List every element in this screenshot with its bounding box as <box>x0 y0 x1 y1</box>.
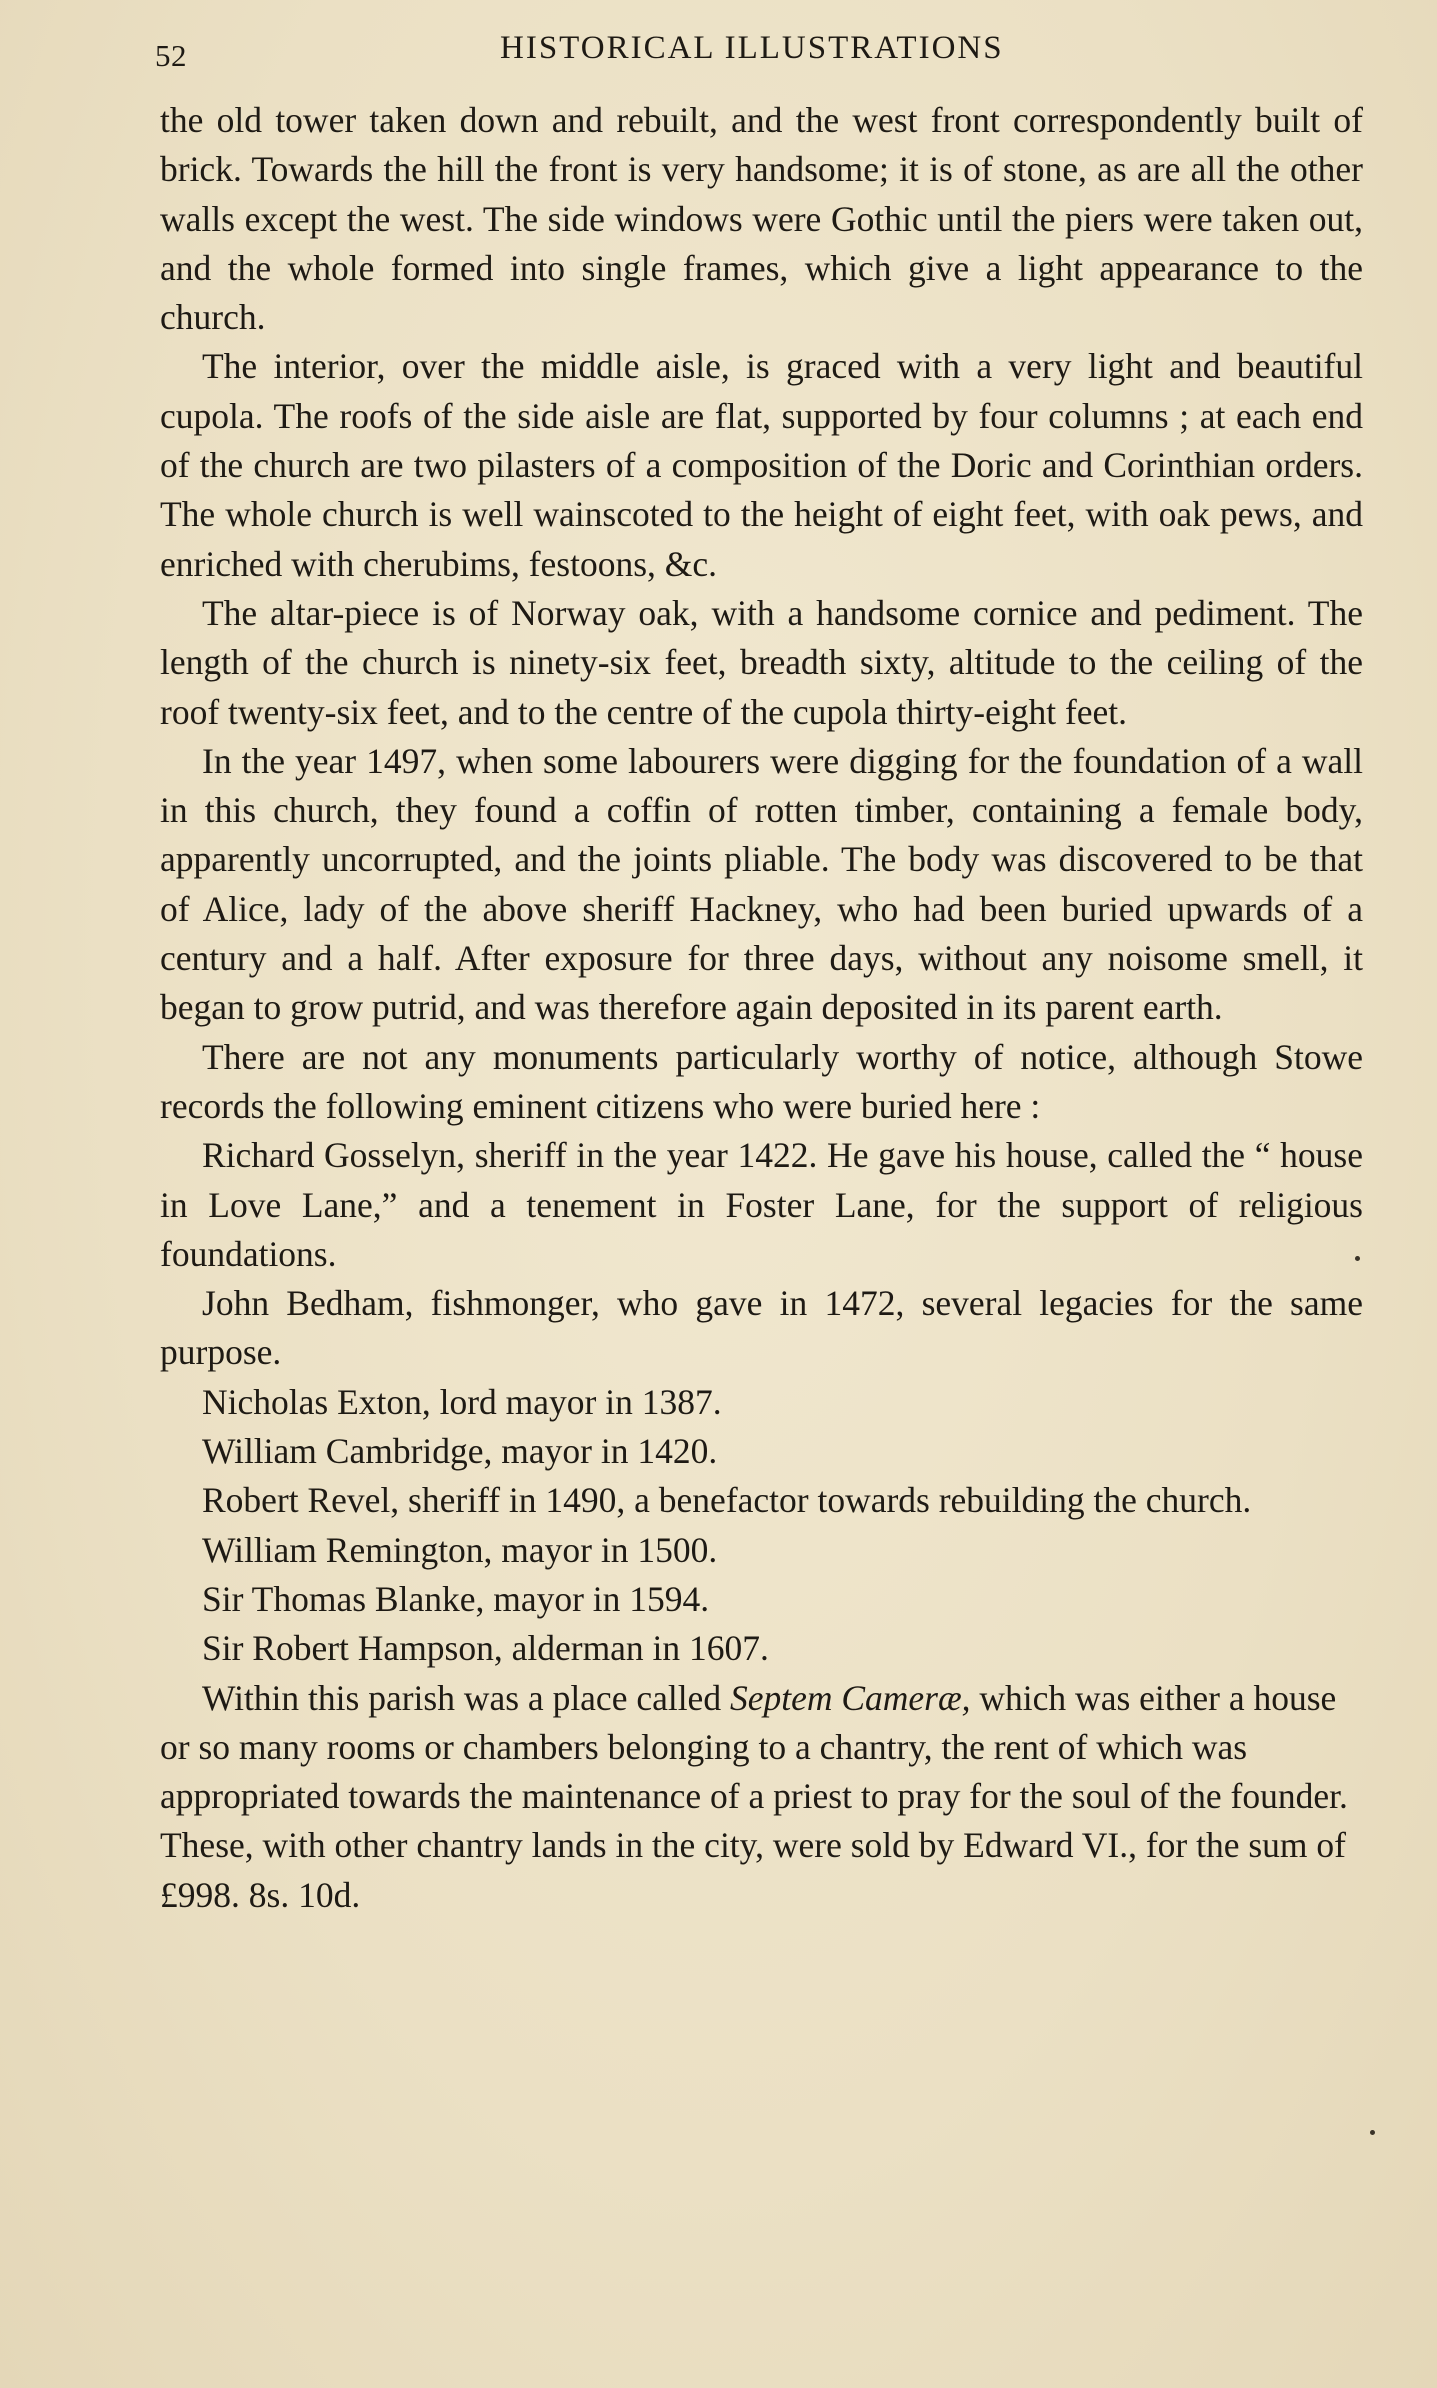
page-number: 52 <box>155 38 187 73</box>
paragraph-continued: the old tower taken down and rebuilt, and the west front correspondently built of brick. Towards the hill the front is very handsome; it is of stone, as are all the other walls except the west. The side windows were Gothic until the piers were taken out, and the whole formed into single frames, which give a light appearance to the church. <box>160 100 1363 338</box>
paragraph-john-bedham: John Bedham, fishmonger, who gave in 1472, several legacies for the same purpose. <box>160 1283 1363 1373</box>
paragraph-coffin-1497: In the year 1497, when some labourers were digging for the foundation of a wall in this church, they found a coffin of rotten timber, containing a female body, apparently uncorrupted, and the joints pliable. The body was discovered to be that of Alice, lady of the above sheriff Hackney, who had been buried upwards of a century and a half. After exposure for three days, without any noisome smell, it began to grow putrid, and was therefore again deposited in its parent earth. <box>160 740 1363 1028</box>
paragraph-septem-camerae <box>160 1674 1363 1920</box>
paragraph-thomas-blanke: Sir Thomas Blanke, mayor in 1594. <box>202 1578 710 1619</box>
page-header <box>155 30 1355 80</box>
paragraph-william-remington: William Remington, mayor in 1500. <box>202 1529 718 1570</box>
paragraph-richard-gosselyn: Richard Gosselyn, sheriff in the year 1422. He gave his house, called the “ house in Love Lane,” and a tenement in Foster Lane, for the support of religious foundations. <box>160 1135 1363 1274</box>
septem-text-after: which was either a house or so many rooms or chambers belonging to a chantry, the rent of which was appropriated towards the maintenance of a priest to pray for the soul of the founder. These, with other chantry lands in the city, were sold by Edward VI., for the sum of £998. 8s. 10d. <box>160 1677 1348 1915</box>
paragraph-robert-revel: Robert Revel, sheriff in 1490, a benefactor towards rebuilding the church. <box>202 1480 1252 1521</box>
paragraph-altar-piece: The altar-piece is of Norway oak, with a handsome cornice and pediment. The length of the church is ninety-six feet, breadth sixty, altitude to the ceiling of the roof twenty-six feet, and to the centre of the cupola thirty-eight feet. <box>160 592 1363 732</box>
septem-camerae-italic: Septem Cameræ, <box>729 1677 971 1718</box>
paragraph-monuments: There are not any monuments particularly worthy of notice, although Stowe records the following eminent citizens who were buried here : <box>160 1036 1363 1126</box>
ink-speck <box>1370 2130 1375 2135</box>
septem-text-before: Within this parish was a place called <box>202 1677 730 1718</box>
running-head: HISTORICAL ILLUSTRATIONS <box>500 30 1004 66</box>
paragraph-william-cambridge: William Cambridge, mayor in 1420. <box>202 1431 718 1472</box>
paragraph-interior: The interior, over the middle aisle, is graced with a very light and beautiful cupola. The roofs of the side aisle are flat, supported by four columns ; at each end of the church are two pilasters of a composition of the Doric and Corinthian orders. The whole church is well wainscoted to the height of eight feet, with oak pews, and enriched with cherubims, festoons, &c. <box>160 346 1363 584</box>
ink-speck <box>1355 1256 1360 1261</box>
body-text <box>160 96 1363 1920</box>
paragraph-nicholas-exton: Nicholas Exton, lord mayor in 1387. <box>202 1381 722 1422</box>
paragraph-robert-hampson: Sir Robert Hampson, alderman in 1607. <box>202 1628 769 1669</box>
